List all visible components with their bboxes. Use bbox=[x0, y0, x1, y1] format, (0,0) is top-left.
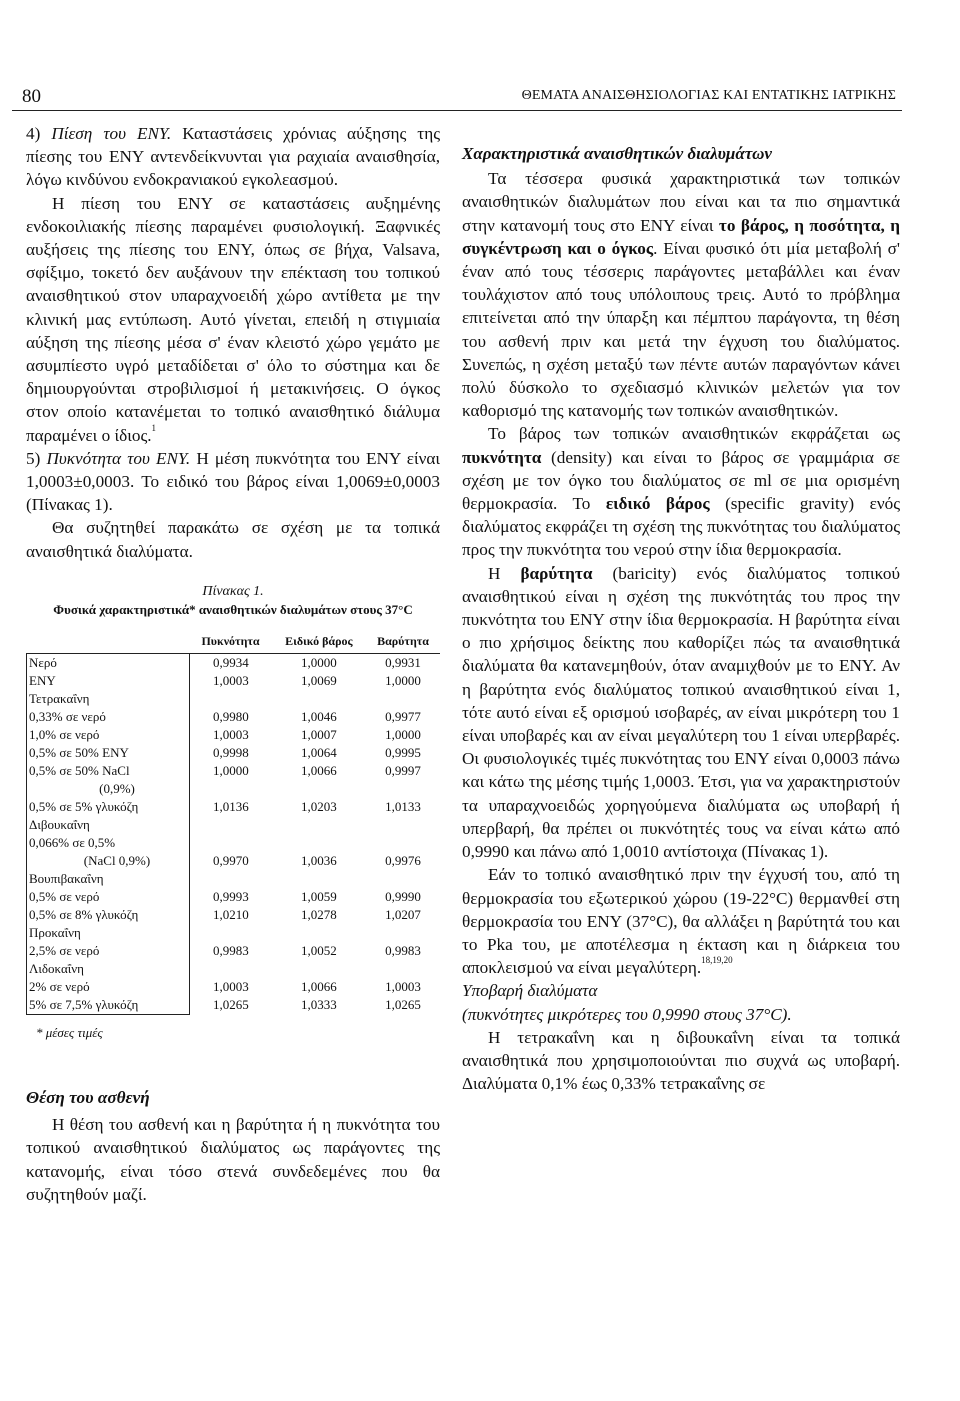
cell-baricity bbox=[366, 834, 440, 852]
cell-specific-gravity: 1,0066 bbox=[300, 762, 337, 778]
cell-density: 0,9970 bbox=[212, 852, 249, 868]
table-row bbox=[27, 906, 441, 924]
cell-specific-gravity bbox=[272, 690, 366, 708]
item-4-paragraph bbox=[26, 122, 440, 192]
cell-specific-gravity: 1,0064 bbox=[300, 744, 337, 760]
cell-specific-gravity bbox=[272, 960, 366, 978]
hypobaric-paragraph: Η τετρακαΐνη και η διβουκαΐνη είναι τα τοπικά αναισθητικά που χρησιμοποιούνται πιο συχνά ως υποβαρή. Διαλύματα 0,1% έως 0,33% τετρακαΐνης σε bbox=[462, 1027, 900, 1094]
table-header-corner bbox=[27, 629, 190, 654]
table-row bbox=[27, 798, 441, 816]
table-1 bbox=[26, 583, 440, 1044]
row-name: 0,066% σε 0,5% bbox=[27, 834, 190, 852]
hypobaric-heading: Υποβαρή διαλύματα bbox=[462, 981, 598, 1001]
cell-specific-gravity bbox=[272, 816, 366, 834]
row-name: 0,5% σε 8% γλυκόζη bbox=[27, 906, 190, 924]
cell-baricity: 0,9997 bbox=[385, 762, 421, 778]
table-row bbox=[27, 653, 441, 672]
weight-text-b: (density) και είναι το βάρος σε γραμμάρια σε σχέση με τον όγκο του διαλύματος σε ml σε μια ορισμένη θερμοκρασία. Το bbox=[462, 447, 900, 514]
item-5-paragraph bbox=[26, 447, 440, 517]
row-name: Βουπιβακαΐνη bbox=[27, 870, 190, 888]
cell-specific-gravity: 1,0036 bbox=[300, 852, 337, 868]
reference-18-19-20: 18,19,20 bbox=[701, 955, 733, 966]
weight-text-a: Το βάρος των τοπικών αναισθητικών εκφράζεται ως bbox=[488, 424, 900, 444]
table-row bbox=[27, 978, 441, 996]
cell-density: 1,0136 bbox=[212, 798, 249, 814]
pressure-text: Η πίεση του ΕΝΥ σε καταστάσεις αυξημένης ενδοκοιλιακής πίεσης παραμένει φυσιολογική. Ξαφνικές αυξήσεις της πίεσης του ΕΝΥ, όπως σε βήχα, Valsava, σφίξιμο, τοκετό δεν αυξάνουν την επέκταση του τοπικού αναισθητικού στον υπαραχνοειδή χώρο αντίθετα με την κλινική μας εντύπωση. Αυτό γίνεται, επειδή η στιγμιαία αύξηση της πίεσης μέσα σ' έναν κλειστό χώρο γεμάτο με ασυμπίεστο υγρό μεταδίδεται σ' όλο το σύστημα και δε δημιουργούνται στροβιλισμοί ή μετακινήσεις. Ο όγκος στον οποίο κατανέμεται το τοπικό αναισθητικό διάλυμα παραμένει ο ίδιος. bbox=[26, 193, 440, 445]
cell-density bbox=[190, 834, 272, 852]
baricity-paragraph bbox=[462, 562, 900, 864]
table-row bbox=[27, 960, 441, 978]
cell-baricity: 1,0003 bbox=[385, 978, 421, 994]
cell-specific-gravity: 1,0000 bbox=[300, 654, 337, 670]
cell-specific-gravity: 1,0203 bbox=[300, 798, 337, 814]
table-footnote: * μέσες τιμές bbox=[36, 1024, 103, 1040]
position-paragraph: Η θέση του ασθενή και η βαρύτητα ή η πυκνότητα του τοπικού αναισθητικού διαλύματος ως παράγοντες της κατανομής, είναι τόσο στενά συνδεδεμένες που θα συζητηθούν μαζί. bbox=[26, 1115, 440, 1204]
cell-baricity: 0,9990 bbox=[385, 888, 421, 904]
cell-density: 1,0003 bbox=[212, 672, 249, 688]
page-number: 80 bbox=[22, 86, 41, 107]
item-4-text: Καταστάσεις χρόνιας αύξησης της πίεσης του ΕΝΥ αντενδείκνυνται για ραχιαία αναισθησία, λόγω κινδύνου ενδοκρανιακού εγκολεασμού. bbox=[26, 124, 441, 190]
table-row bbox=[27, 780, 441, 798]
column-header-specific-gravity: Ειδικό βάρος bbox=[272, 629, 366, 654]
cell-density: 0,9980 bbox=[212, 708, 249, 724]
row-name: 0,5% σε 5% γλυκόζη bbox=[27, 798, 190, 816]
item-5-number: 5) bbox=[26, 448, 47, 468]
cell-baricity bbox=[366, 960, 440, 978]
cell-baricity: 0,9995 bbox=[385, 744, 421, 760]
right-column bbox=[462, 122, 900, 1095]
cell-baricity: 1,0133 bbox=[385, 798, 421, 814]
weight-text-c: (specific gravity) ενός διαλύματος εκφράζει τη σχέση της πυκνότητας του διαλύματος προς την πυκνότητα του νερού στην ίδια θερμοκρασία. bbox=[462, 494, 901, 560]
table-row bbox=[27, 942, 441, 960]
cell-density: 1,0210 bbox=[212, 906, 249, 922]
table-row bbox=[27, 744, 441, 762]
cell-density: 1,0003 bbox=[212, 978, 249, 994]
pressure-paragraph bbox=[26, 192, 440, 447]
cell-density: 0,9998 bbox=[212, 744, 249, 760]
cell-specific-gravity bbox=[272, 834, 366, 852]
row-name: ΕΝΥ bbox=[27, 672, 190, 690]
cell-baricity: 0,9977 bbox=[385, 708, 421, 724]
cell-density bbox=[190, 816, 272, 834]
table-row bbox=[27, 816, 441, 834]
row-name: Διβουκαΐνη bbox=[27, 816, 190, 834]
cell-density: 1,0000 bbox=[212, 762, 249, 778]
cell-baricity: 1,0265 bbox=[385, 996, 421, 1012]
reference-1: 1 bbox=[151, 422, 157, 433]
cell-density bbox=[190, 924, 272, 942]
row-name: Νερό bbox=[27, 653, 190, 672]
cell-density bbox=[190, 780, 272, 798]
row-name: 1,0% σε νερό bbox=[27, 726, 190, 744]
cell-baricity: 1,0207 bbox=[385, 906, 421, 922]
left-column bbox=[26, 122, 440, 1206]
cell-density bbox=[190, 960, 272, 978]
row-name: 2% σε νερό bbox=[27, 978, 190, 996]
cell-density: 1,0265 bbox=[212, 996, 249, 1012]
row-name: Λιδοκαΐνη bbox=[27, 960, 190, 978]
weight-paragraph bbox=[462, 422, 900, 561]
cell-density: 0,9983 bbox=[212, 942, 249, 958]
cell-specific-gravity: 1,0278 bbox=[300, 906, 337, 922]
table-row bbox=[27, 726, 441, 744]
table-row bbox=[27, 852, 441, 870]
item-5-title: Πυκνότητα του ΕΝΥ. bbox=[46, 448, 191, 468]
row-name: 0,5% σε 50% ΕΝΥ bbox=[27, 744, 190, 762]
table-number: Πίνακας 1. bbox=[202, 583, 264, 599]
row-name: 0,5% σε 50% NaCl bbox=[27, 762, 190, 780]
table-title: Φυσικά χαρακτηριστικά* αναισθητικών διαλυμάτων στους 37°C bbox=[53, 601, 413, 617]
specific-gravity-bold: ειδικό βάρος bbox=[605, 494, 710, 514]
cell-baricity: 0,9976 bbox=[385, 852, 421, 868]
row-name: (0,9%) bbox=[27, 780, 190, 798]
warming-text: Εάν το τοπικό αναισθητικό πριν την έγχυσή του, από τη θερμοκρασία του εξωτερικού χώρου (19-22°C) θερμανθεί στη θερμοκρασία του ΕΝΥ (37°C), θα αλλάξει η βαρύτητά του και το Pka του, με αποτέλεσμα η έκταση και η διάρκεια του αποκλεισμού να είναι μεγαλύτερη. bbox=[462, 865, 900, 978]
table-row bbox=[27, 888, 441, 906]
cell-density bbox=[190, 690, 272, 708]
cell-baricity bbox=[366, 690, 440, 708]
table-row bbox=[27, 762, 441, 780]
cell-baricity bbox=[366, 780, 440, 798]
position-heading: Θέση του ασθενή bbox=[26, 1088, 150, 1108]
cell-specific-gravity bbox=[272, 924, 366, 942]
cell-baricity bbox=[366, 816, 440, 834]
properties-table bbox=[26, 629, 440, 1015]
cell-specific-gravity: 1,0069 bbox=[300, 672, 337, 688]
characteristics-text-b: . Είναι φυσικό ότι μία μεταβολή σ' έναν από τους τέσσερις παράγοντες μεταβάλλει και έναν τουλάχιστον από τους υπόλοιπους τρεις. Αυτό το πρόβλημα επιτείνεται από την ύπαρξη και πέμπτου παράγοντα, τη θέση του ασθενή πριν και μετά την έγχυση του διαλύματος. Συνεπώς, η σχέση μεταξύ των πέντε αυτών παραγόντων κάνει πολύ δύσκολο το σχεδιασμό κλινικών μελετών για τον καθορισμό της κατανομής των τοπικών αναισθητικών. bbox=[462, 238, 900, 421]
baricity-text-b: (baricity) ενός διαλύματος τοπικού αναισθητικού είναι η σχέση της πυκνότητάς του προς την πυκνότητα του ΕΝΥ στην ίδια θερμοκρασία. Η βαρύτητα είναι ο πιο χρήσιμος δείκτης που καθορίζει πώς τα αναισθητικά διαλύματα θα κατανεμηθούν, όταν αναμιχθούν με το ΕΝΥ. Αν η βαρύτητα ενός διαλύματος τοπικού αναισθητικού είναι 1, τότε αυτό είναι εξ ορισμού ισοβαρές, αν είναι μικρότερη του 1 είναι υποβαρές και αν είναι μεγαλύτερη του 1 είναι υπερβαρές. Οι φυσιολογικές τιμές πυκνότητας του ΕΝΥ είναι 0,0003 πάνω και κάτω της μέσης τιμής 1,0003. Έτσι, για να χαρακτηριστούν τα υπαραχνοειδώς χορηγούμενα διαλύματα ως υποβαρή ή υπερβαρή, θα πρέπει οι πυκνότητές τους να είναι κάτω από 0,9990 και πάνω από 1,0010 αντίστοιχα (Πίνακας 1). bbox=[462, 563, 900, 862]
baricity-text-a: Η bbox=[488, 563, 521, 583]
table-row bbox=[27, 690, 441, 708]
row-name: 0,5% σε νερό bbox=[27, 888, 190, 906]
characteristics-text-a: Τα τέσσερα φυσικά χαρακτηριστικά των τοπικών αναισθητικών διαλυμάτων που είναι και τα πιο σημαντικά στην κατανομή τους στο ΕΝΥ είναι bbox=[462, 169, 900, 235]
cell-baricity bbox=[366, 924, 440, 942]
cell-specific-gravity: 1,0046 bbox=[300, 708, 337, 724]
cell-density bbox=[190, 870, 272, 888]
table-row bbox=[27, 870, 441, 888]
table-row bbox=[27, 834, 441, 852]
cell-specific-gravity bbox=[272, 780, 366, 798]
cell-specific-gravity: 1,0007 bbox=[300, 726, 337, 742]
cell-baricity: 0,9983 bbox=[385, 942, 421, 958]
solutions-heading: Χαρακτηριστικά αναισθητικών διαλυμάτων bbox=[462, 144, 772, 163]
cell-density: 0,9993 bbox=[212, 888, 249, 904]
cell-density: 0,9934 bbox=[212, 654, 249, 670]
four-factors-bold: το βάρος, η ποσότητα, η συγκέντρωση και ο όγκος bbox=[462, 215, 900, 258]
cell-specific-gravity bbox=[272, 870, 366, 888]
column-header-baricity: Βαρύτητα bbox=[366, 629, 440, 654]
cell-baricity: 0,9931 bbox=[385, 654, 421, 670]
cell-baricity bbox=[366, 870, 440, 888]
cell-density: 1,0003 bbox=[212, 726, 249, 742]
density-bold: πυκνότητα bbox=[462, 447, 542, 467]
row-name: Τετρακαΐνη bbox=[27, 690, 190, 708]
cell-specific-gravity: 1,0052 bbox=[300, 942, 337, 958]
cell-baricity: 1,0000 bbox=[385, 672, 421, 688]
row-name: (NaCl 0,9%) bbox=[27, 852, 190, 870]
table-row bbox=[27, 924, 441, 942]
characteristics-paragraph bbox=[462, 167, 900, 422]
header-rule bbox=[12, 110, 902, 111]
item-4-number: 4) bbox=[26, 124, 52, 143]
cell-baricity: 1,0000 bbox=[385, 726, 421, 742]
column-header-density: Πυκνότητα bbox=[190, 629, 272, 654]
item-4-title: Πίεση του ΕΝΥ. bbox=[51, 124, 172, 143]
cell-specific-gravity: 1,0333 bbox=[300, 996, 337, 1012]
cell-specific-gravity: 1,0059 bbox=[300, 888, 337, 904]
table-header-row bbox=[27, 629, 441, 654]
table-body bbox=[27, 653, 441, 1014]
discuss-paragraph: Θα συζητηθεί παρακάτω σε σχέση με τα τοπικά αναισθητικά διαλύματα. bbox=[26, 518, 440, 561]
row-name: 2,5% σε νερό bbox=[27, 942, 190, 960]
warming-paragraph bbox=[462, 863, 900, 979]
table-row bbox=[27, 708, 441, 726]
row-name: 0,33% σε νερό bbox=[27, 708, 190, 726]
table-row bbox=[27, 996, 441, 1015]
cell-specific-gravity: 1,0066 bbox=[300, 978, 337, 994]
running-head: ΘΕΜΑΤΑ ΑΝΑΙΣΘΗΣΙΟΛΟΓΙΑΣ ΚΑΙ ΕΝΤΑΤΙΚΗΣ ΙΑΤΡΙΚΗΣ bbox=[521, 88, 896, 103]
baricity-bold: βαρύτητα bbox=[520, 563, 593, 583]
hypobaric-subheading: (πυκνότητες μικρότερες του 0,9990 στους 37°C). bbox=[462, 1004, 792, 1024]
item-5-text: Η μέση πυκνότητα του ΕΝΥ είναι 1,0003±0,0003. Το ειδικό του βάρος είναι 1,0069±0,0003 (Πίνακας 1). bbox=[26, 448, 441, 515]
row-name: Προκαΐνη bbox=[27, 924, 190, 942]
table-row bbox=[27, 672, 441, 690]
row-name: 5% σε 7,5% γλυκόζη bbox=[27, 996, 190, 1015]
